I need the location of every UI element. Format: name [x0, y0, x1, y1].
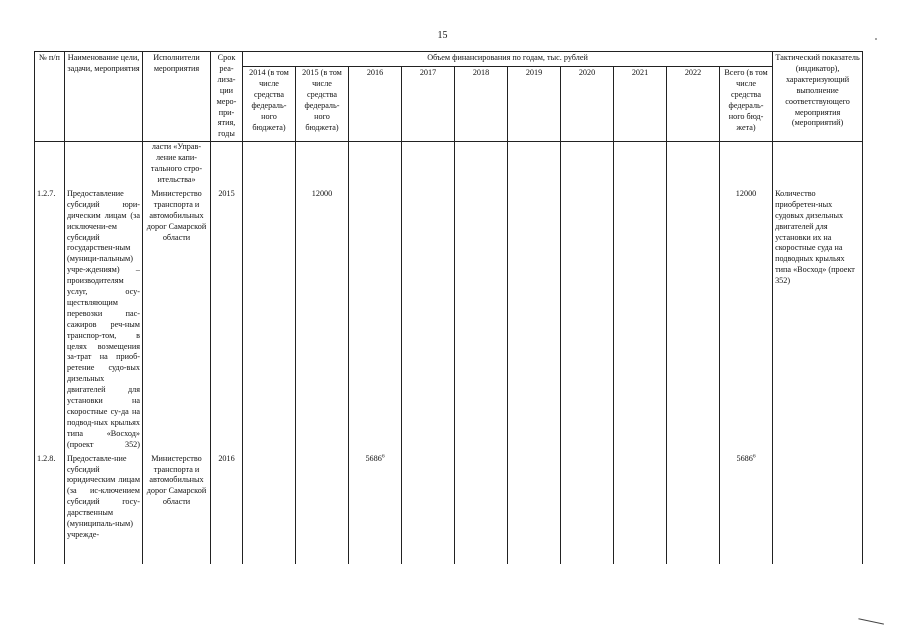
- header-2018: 2018: [455, 67, 508, 142]
- continuation-executor: ласти «Управ-ление капи-тального стро-ительства»: [143, 142, 211, 186]
- row-indicator: [773, 451, 863, 564]
- header-2014: 2014 (в том числе средства федераль-ного бюджета): [243, 67, 296, 142]
- header-indicator: Тактический показатель (индикатор), характеризующий выполнение соответствующего мероприятия (мероприятий): [773, 52, 863, 142]
- row-2015: 12000: [296, 186, 349, 451]
- row-num: 1.2.7.: [35, 186, 65, 451]
- row-total: [720, 451, 773, 564]
- header-executor: Исполнители мероприятия: [143, 52, 211, 142]
- row-2016: [349, 186, 402, 451]
- row-total: 12000: [720, 186, 773, 451]
- header-2021: 2021: [614, 67, 667, 142]
- header-num: № п/п: [35, 52, 65, 142]
- row-name: Предоставление субсидий юри-дическим лицам (за исключени-ем субсидий государствен-ным (муници-пальным) учре-ждениям) – производителям услуг, осу-ществляющим перевозки пас-сажиров реч-ным транспор-том, в целях возмещения за-трат на приоб-ретение судо-вых дизельных двигателей для установки на скоростные су-да на подвод-ных крыльях типа «Восход» (проект 352): [65, 186, 143, 451]
- header-2015: 2015 (в том числе средства федераль-ного бюджета): [296, 67, 349, 142]
- header-term: Срок реа-лиза-ции меро-при-ятия, годы: [211, 52, 243, 142]
- program-table: [34, 51, 863, 564]
- row-2016-footnote: 6: [381, 452, 385, 459]
- header-row-1: [35, 52, 863, 67]
- row-total-value: 5686: [736, 453, 753, 463]
- row-indicator: Количество приобретен-ных судовых дизельных двигателей для установки их на скоростные суда на подводных крыльях типа «Восход» (проект 352): [773, 186, 863, 451]
- row-executor: Министерство транспорта и автомобильных дорог Самарской области: [143, 451, 211, 564]
- scan-speck: [875, 38, 877, 40]
- header-2016: 2016: [349, 67, 402, 142]
- header-2020: 2020: [561, 67, 614, 142]
- header-2022: 2022: [667, 67, 720, 142]
- header-name: Наименование цели, задачи, мероприятия: [65, 52, 143, 142]
- header-total: Всего (в том числе средства федераль-ного бюд-жета): [720, 67, 773, 142]
- row-term: 2015: [211, 186, 243, 451]
- header-funding: Объем финансирования по годам, тыс. рублей: [243, 52, 773, 67]
- row-2015: [296, 451, 349, 564]
- table-row-continuation: [35, 142, 863, 186]
- row-total-footnote: 6: [752, 452, 756, 459]
- table-row: [35, 451, 863, 564]
- row-executor: Министерство транспорта и автомобильных дорог Самарской области: [143, 186, 211, 451]
- header-2019: 2019: [508, 67, 561, 142]
- row-2016-value: 5686: [365, 453, 382, 463]
- table-row: [35, 186, 863, 451]
- row-term: 2016: [211, 451, 243, 564]
- pen-mark: [858, 610, 885, 624]
- page-number: 15: [437, 30, 448, 41]
- header-2017: 2017: [402, 67, 455, 142]
- row-name: Предоставле-ние субсидий юридическим лицам (за ис-ключением субсидий госу-дарственным (муниципаль-ным) учрежде-: [65, 451, 143, 564]
- row-num: 1.2.8.: [35, 451, 65, 564]
- row-2016: [349, 451, 402, 564]
